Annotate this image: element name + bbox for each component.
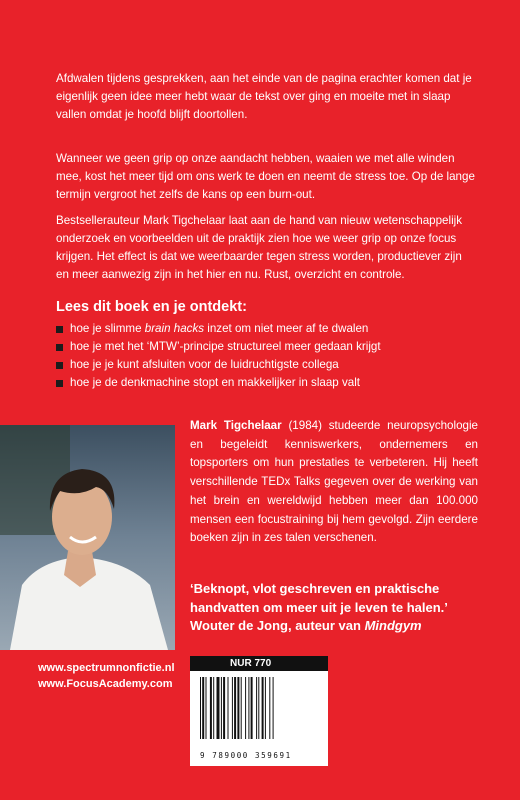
author-paragraph: Bestsellerauteur Mark Tigchelaar laat aan de hand van nieuw wetenschappelijk onderzoek en voorbeelden uit de praktijk zien hoe we weer grip op onze focus krijgen. Het effect is dat we weerbaarder tegen stress worden, productiever zijn en meer aanwezig zijn in het hier en nu. Rust, overzicht en controle. [56, 214, 463, 281]
barcode-bar [237, 677, 239, 739]
stress-paragraph: Wanneer we geen grip op onze aandacht hebben, waaien we met alle winden mee, kost het meer tijd om ons werk te doen en neemt de stress toe. Op de lange termijn vergroot het zelfs de kans op een burn-out. [56, 152, 475, 201]
barcode-bar [262, 677, 264, 739]
barcode [190, 656, 328, 766]
review-quote: ‘Beknopt, vlot geschreven en praktische handvatten om meer uit je leven te halen.’ Wouter de Jong, auteur van Mindgym [190, 581, 448, 633]
barcode-bar [223, 677, 225, 739]
link-spectrum[interactable]: www.spectrumnonfictie.nl [38, 662, 175, 674]
list-title: Lees dit boek en je ontdekt: [56, 299, 247, 315]
bullet-square-icon [56, 380, 63, 387]
barcode-bar [241, 677, 242, 739]
link-focusacademy[interactable]: www.FocusAcademy.com [38, 678, 173, 690]
barcode-bar [234, 677, 236, 739]
barcode-bar [256, 677, 257, 739]
barcode-bar [202, 677, 204, 739]
barcode-bars-icon [190, 677, 328, 749]
barcode-bar [273, 677, 274, 739]
list-item: hoe je je kunt afsluiten voor de luidruchtigste collega [56, 356, 381, 374]
nur-label: NUR 770 [190, 656, 328, 671]
barcode-bar [228, 677, 229, 739]
barcode-bar [213, 677, 214, 739]
list-item: hoe je de denkmachine stopt en makkelijker in slaap valt [56, 374, 381, 392]
barcode-bar [206, 677, 207, 739]
barcode-bar [200, 677, 201, 739]
list-item: hoe je met het ‘MTW’-principe structureel meer gedaan krijgt [56, 338, 381, 356]
list-item: hoe je slimme brain hacks inzet om niet meer af te dwalen [56, 320, 381, 338]
barcode-bar [210, 677, 212, 739]
author-name: Mark Tigchelaar [190, 419, 282, 432]
barcode-bar [217, 677, 220, 739]
benefit-list [56, 320, 381, 392]
barcode-bar [258, 677, 259, 739]
bullet-square-icon [56, 362, 63, 369]
barcode-bar [269, 677, 270, 739]
barcode-bar [221, 677, 222, 739]
quote-author: Wouter de Jong, auteur van Mindgym [190, 618, 422, 633]
barcode-bar [232, 677, 233, 739]
barcode-bar [251, 677, 253, 739]
isbn-digits: 9 789000 359691 [200, 751, 292, 760]
website-links [38, 660, 175, 692]
author-photo [0, 425, 175, 650]
barcode-bar [245, 677, 246, 739]
intro-paragraph: Afdwalen tijdens gesprekken, aan het einde van de pagina erachter komen dat je eigenlijk geen idee meer hebt waar de tekst over ging en moeite met in slaap vallen omdat je hoofd blijft doortollen. [56, 72, 472, 121]
barcode-bar [248, 677, 249, 739]
barcode-bar [265, 677, 266, 739]
bullet-square-icon [56, 344, 63, 351]
author-bio: Mark Tigchelaar (1984) studeerde neuropsychologie en begeleidt kenniswerkers, ondernemers en topsporters om hun prestaties te verbeteren. Hij heeft verschillende TEDx Talks gegeven over de werking van het brein en wereldwijd hebben meer dan 100.000 mensen een focustraining bij hem gevolgd. Zijn eerdere boeken zijn in zes talen verschenen. [190, 419, 479, 545]
bullet-square-icon [56, 326, 63, 333]
